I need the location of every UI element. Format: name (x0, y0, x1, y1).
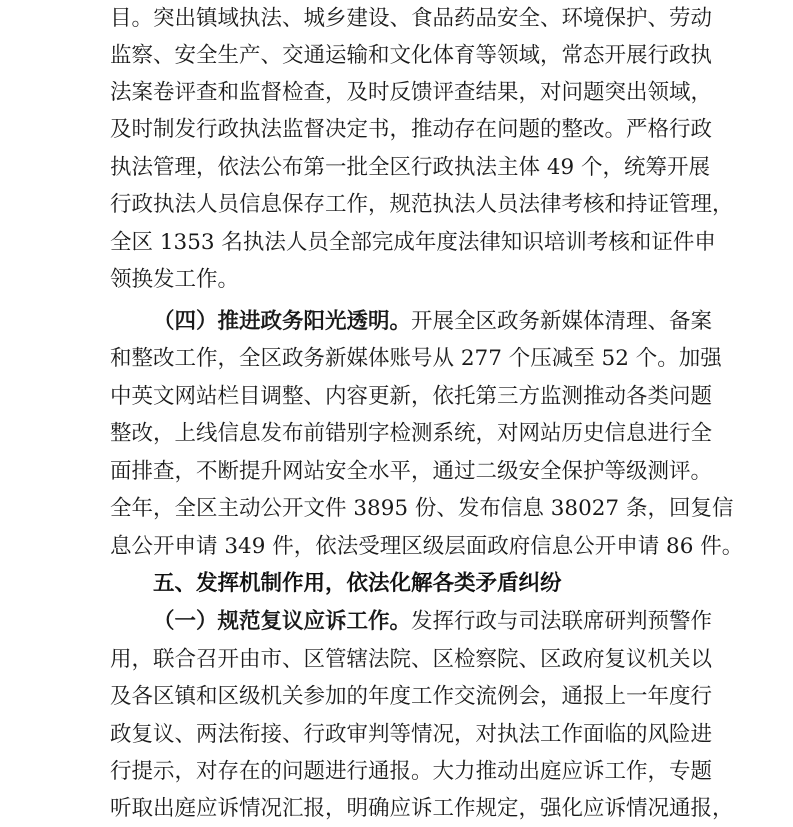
paragraph-line: 面排查，不断提升网站安全水平，通过二级安全保护等级测评。 (110, 459, 713, 484)
paragraph-line: 法案卷评查和监督检查，及时反馈评查结果，对问题突出领域， (110, 80, 713, 105)
paragraph-line: 执法管理，依法公布第一批全区行政执法主体 49 个，统筹开展 (110, 155, 711, 180)
section-paragraph-start: （四）推进政务阳光透明。开展全区政务新媒体清理、备案 (153, 309, 713, 334)
section-heading: 五、发挥机制作用，依法化解各类矛盾纠纷 (153, 571, 562, 596)
subsection-title: （四）推进政务阳光透明。 (153, 309, 412, 334)
paragraph-line: 行提示，对存在的问题进行通报。大力推动出庭应诉工作，专题 (110, 759, 713, 784)
paragraph-line: 中英文网站栏目调整、内容更新，依托第三方监测推动各类问题 (110, 384, 713, 409)
paragraph-line: 用，联合召开由市、区管辖法院、区检察院、区政府复议机关以 (110, 647, 713, 672)
paragraph-line: 及各区镇和区级机关参加的年度工作交流例会，通报上一年度行 (110, 684, 713, 709)
paragraph-line: 目。突出镇域执法、城乡建设、食品药品安全、环境保护、劳动 (110, 6, 713, 31)
paragraph-line: 息公开申请 349 件，依法受理区级层面政府信息公开申请 86 件。 (110, 534, 744, 559)
paragraph-line: 领换发工作。 (110, 267, 240, 292)
section-paragraph-start: （一）规范复议应诉工作。发挥行政与司法联席研判预警作 (153, 609, 713, 634)
paragraph-line: 听取出庭应诉情况汇报，明确应诉工作规定，强化应诉情况通报， (110, 796, 734, 821)
paragraph-line: 行政执法人员信息保存工作，规范执法人员法律考核和持证管理， (110, 192, 734, 217)
paragraph-line: 和整改工作，全区政务新媒体账号从 277 个压减至 52 个。加强 (110, 346, 722, 371)
paragraph-line: 及时制发行政执法监督决定书，推动存在问题的整改。严格行政 (110, 117, 713, 142)
paragraph-line: 全年，全区主动公开文件 3895 份、发布信息 38027 条，回复信 (110, 496, 734, 521)
subsection-title: （一）规范复议应诉工作。 (153, 609, 412, 634)
paragraph-line: 全区 1353 名执法人员全部完成年度法律知识培训考核和证件申 (110, 230, 716, 255)
paragraph-line: 政复议、两法衔接、行政审判等情况，对执法工作面临的风险进 (110, 722, 713, 747)
paragraph-line: 整改，上线信息发布前错别字检测系统，对网站历史信息进行全 (110, 421, 713, 446)
paragraph-line: 监察、安全生产、交通运输和文化体育等领域，常态开展行政执 (110, 43, 713, 68)
